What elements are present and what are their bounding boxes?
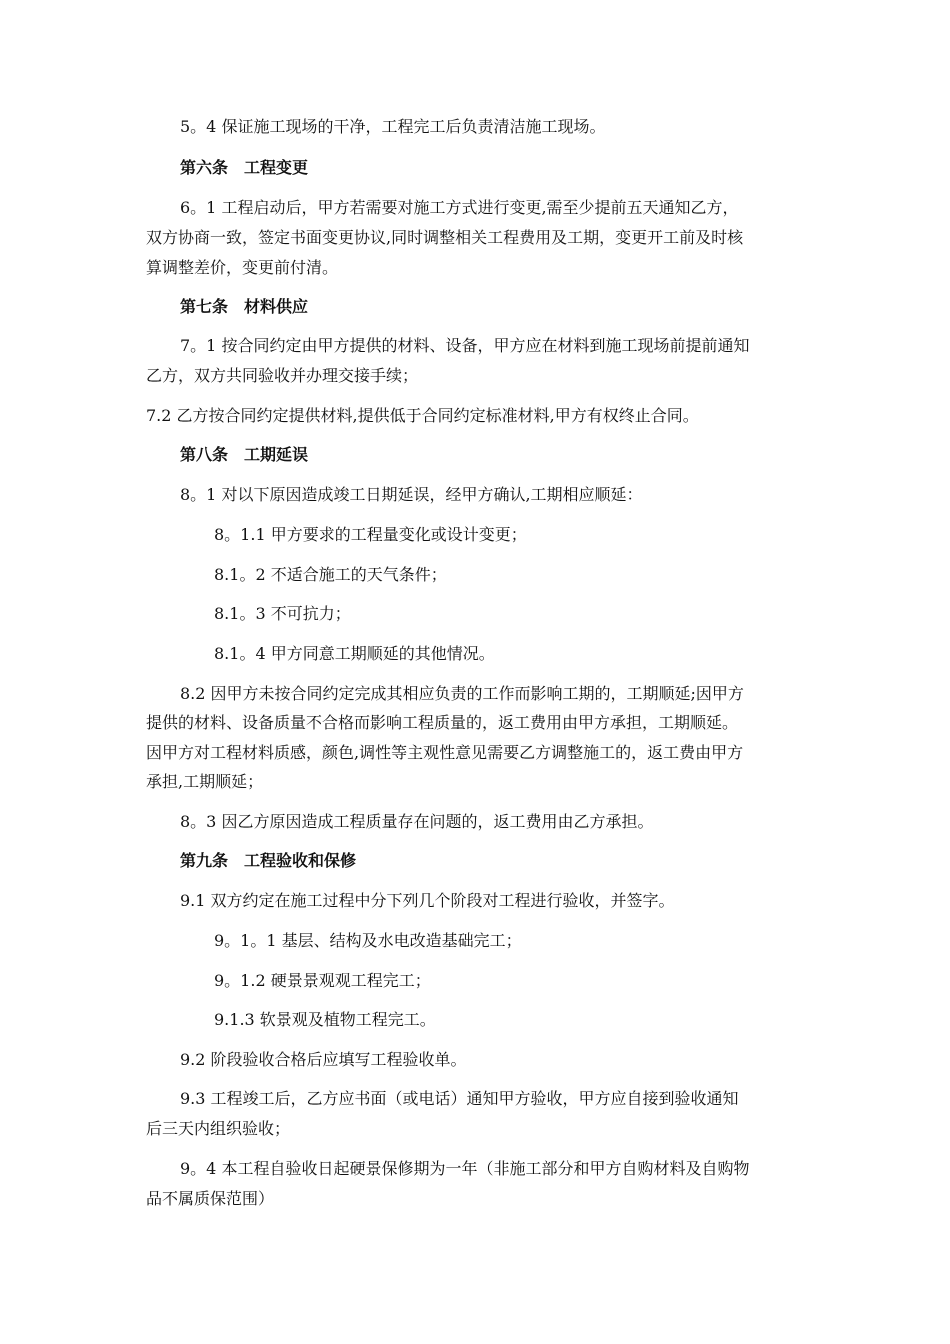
- article-7-title: 第七条 材料供应: [180, 297, 309, 316]
- clause-9-4-line-2: 品不属质保范围）: [146, 1189, 275, 1208]
- clause-5-4: 5。4 保证施工现场的干净，工程完工后负责清洁施工现场。: [180, 117, 606, 136]
- clause-8-1-2: 8.1。2 不适合施工的天气条件；: [214, 565, 447, 584]
- clause-9-4-line-1: 9。4 本工程自验收日起硬景保修期为一年（非施工部分和甲方自购材料及自购物: [180, 1159, 750, 1178]
- clause-9-1-3: 9.1.3 软景观及植物工程完工。: [214, 1010, 436, 1029]
- article-8-title: 第八条 工期延误: [180, 445, 309, 464]
- clause-7-1-line-1: 7。1 按合同约定由甲方提供的材料、设备，甲方应在材料到施工现场前提前通知: [180, 336, 750, 355]
- article-6-title: 第六条 工程变更: [180, 158, 309, 177]
- clause-8-1-3: 8.1。3 不可抗力；: [214, 604, 351, 623]
- clause-7-1-line-2: 乙方，双方共同验收并办理交接手续；: [146, 366, 419, 385]
- clause-9-2: 9.2 阶段验收合格后应填写工程验收单。: [180, 1050, 467, 1069]
- clause-8-2-line-1: 8.2 因甲方未按合同约定完成其相应负责的工作而影响工期的，工期顺延;因甲方: [180, 684, 744, 703]
- clause-8-2-line-3: 因甲方对工程材料质感，颜色,调性等主观性意见需要乙方调整施工的，返工费由甲方: [146, 743, 744, 762]
- clause-9-1: 9.1 双方约定在施工过程中分下列几个阶段对工程进行验收，并签字。: [180, 891, 675, 910]
- clause-9-1-1: 9。1。1 基层、结构及水电改造基础完工；: [214, 931, 522, 950]
- clause-8-1-4: 8.1。4 甲方同意工期顺延的其他情况。: [214, 644, 495, 663]
- clause-8-3: 8。3 因乙方原因造成工程质量存在问题的，返工费用由乙方承担。: [180, 812, 654, 831]
- clause-9-3-line-1: 9.3 工程竣工后，乙方应书面（或电话）通知甲方验收，甲方应自接到验收通知: [180, 1089, 739, 1108]
- clause-8-1-1: 8。1.1 甲方要求的工程量变化或设计变更；: [214, 525, 527, 544]
- clause-8-2-line-4: 承担,工期顺延；: [146, 772, 264, 791]
- clause-6-1-line-3: 算调整差价，变更前付清。: [146, 258, 339, 277]
- clause-6-1-line-2: 双方协商一致，签定书面变更协议,同时调整相关工程费用及工期，变更开工前及时核: [146, 228, 744, 247]
- clause-7-2: 7.2 乙方按合同约定提供材料,提供低于合同约定标准材料,甲方有权终止合同。: [146, 406, 699, 425]
- clause-8-1: 8。1 对以下原因造成竣工日期延误，经甲方确认,工期相应顺延：: [180, 485, 643, 504]
- clause-8-2-line-2: 提供的材料、设备质量不合格而影响工程质量的，返工费用由甲方承担，工期顺延。: [146, 713, 739, 732]
- clause-9-3-line-2: 后三天内组织验收；: [146, 1119, 291, 1138]
- clause-6-1-line-1: 6。1 工程启动后，甲方若需要对施工方式进行变更,需至少提前五天通知乙方，: [180, 198, 739, 217]
- clause-9-1-2: 9。1.2 硬景景观观工程完工；: [214, 971, 431, 990]
- article-9-title: 第九条 工程验收和保修: [180, 851, 357, 870]
